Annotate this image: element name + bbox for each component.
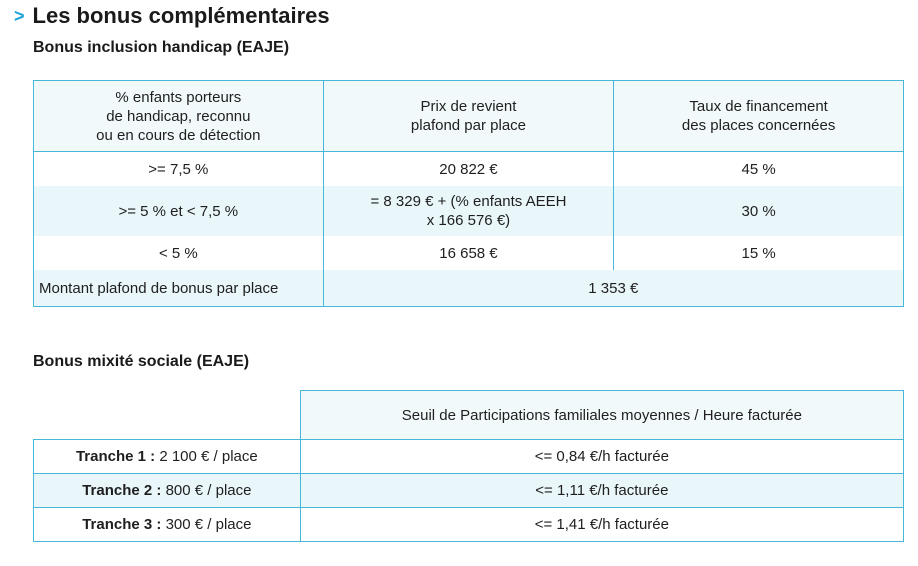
- header-line: ou en cours de détection: [96, 126, 261, 144]
- tranche-name: Tranche 3 :: [82, 516, 162, 533]
- handicap-subtitle: Bonus inclusion handicap (EAJE): [33, 39, 290, 56]
- table-row: [34, 474, 904, 508]
- header-line: des places concernées: [681, 117, 836, 134]
- header-line: Taux de financement: [689, 98, 828, 115]
- cell-pct: >= 5 % et < 7,5 %: [34, 186, 324, 236]
- cell-prix: [323, 236, 614, 270]
- table-row: [34, 186, 904, 236]
- mixite-table: [33, 390, 904, 542]
- table-header-row: [34, 81, 904, 152]
- cell-prix: [323, 152, 614, 187]
- header-prix-revient: [323, 81, 614, 152]
- table-header-row: [34, 391, 904, 440]
- tranche-amount: 300 € / place: [165, 516, 252, 533]
- mixite-subtitle: Bonus mixité sociale (EAJE): [33, 353, 250, 370]
- cell-seuil: <= 0,84 €/h facturée: [300, 440, 903, 474]
- cell-prix-line: 16 658 €: [439, 244, 498, 262]
- cell-pct: < 5 %: [34, 236, 324, 270]
- table-row: [34, 152, 904, 187]
- cell-prix-line: 20 822 €: [439, 160, 498, 178]
- header-line: de handicap, reconnu: [106, 107, 251, 125]
- header-pct-enfants: [34, 81, 324, 152]
- cell-prix-line: x 166 576 €): [426, 212, 511, 229]
- tranche-amount: 800 € / place: [165, 482, 252, 499]
- empty-corner-cell: [34, 391, 301, 440]
- header-line: Prix de revient: [420, 98, 517, 115]
- cell-tranche: [34, 440, 301, 474]
- table-row: [34, 270, 904, 307]
- header-line: plafond par place: [410, 117, 527, 134]
- tranche-name: Tranche 1 :: [75, 448, 156, 465]
- cell-seuil: <= 1,41 €/h facturée: [300, 508, 903, 542]
- cell-plafond-label: Montant plafond de bonus par place: [34, 270, 324, 307]
- chevron-right-icon: >: [14, 5, 25, 26]
- section-title-text: Les bonus complémentaires: [32, 3, 330, 28]
- cell-taux: 15 %: [614, 236, 904, 270]
- handicap-table: [33, 80, 904, 307]
- tranche-amount: 2 100 € / place: [159, 448, 258, 465]
- cell-pct: >= 7,5 %: [34, 152, 324, 187]
- cell-tranche: [34, 474, 301, 508]
- table-row: [34, 236, 904, 270]
- tranche-name: Tranche 2 :: [82, 482, 162, 499]
- cell-tranche: [34, 508, 301, 542]
- header-line: % enfants porteurs: [115, 88, 242, 106]
- cell-taux: 30 %: [614, 186, 904, 236]
- cell-plafond-value: 1 353 €: [323, 270, 903, 307]
- table-row: [34, 440, 904, 474]
- cell-prix-line: = 8 329 € + (% enfants AEEH: [370, 193, 567, 210]
- cell-seuil: <= 1,11 €/h facturée: [300, 474, 903, 508]
- table-row: [34, 508, 904, 542]
- cell-prix: [323, 186, 614, 236]
- section-title: [14, 3, 330, 29]
- header-seuil: Seuil de Participations familiales moyennes / Heure facturée: [300, 391, 903, 440]
- cell-taux: 45 %: [614, 152, 904, 187]
- header-taux-financement: [614, 81, 904, 152]
